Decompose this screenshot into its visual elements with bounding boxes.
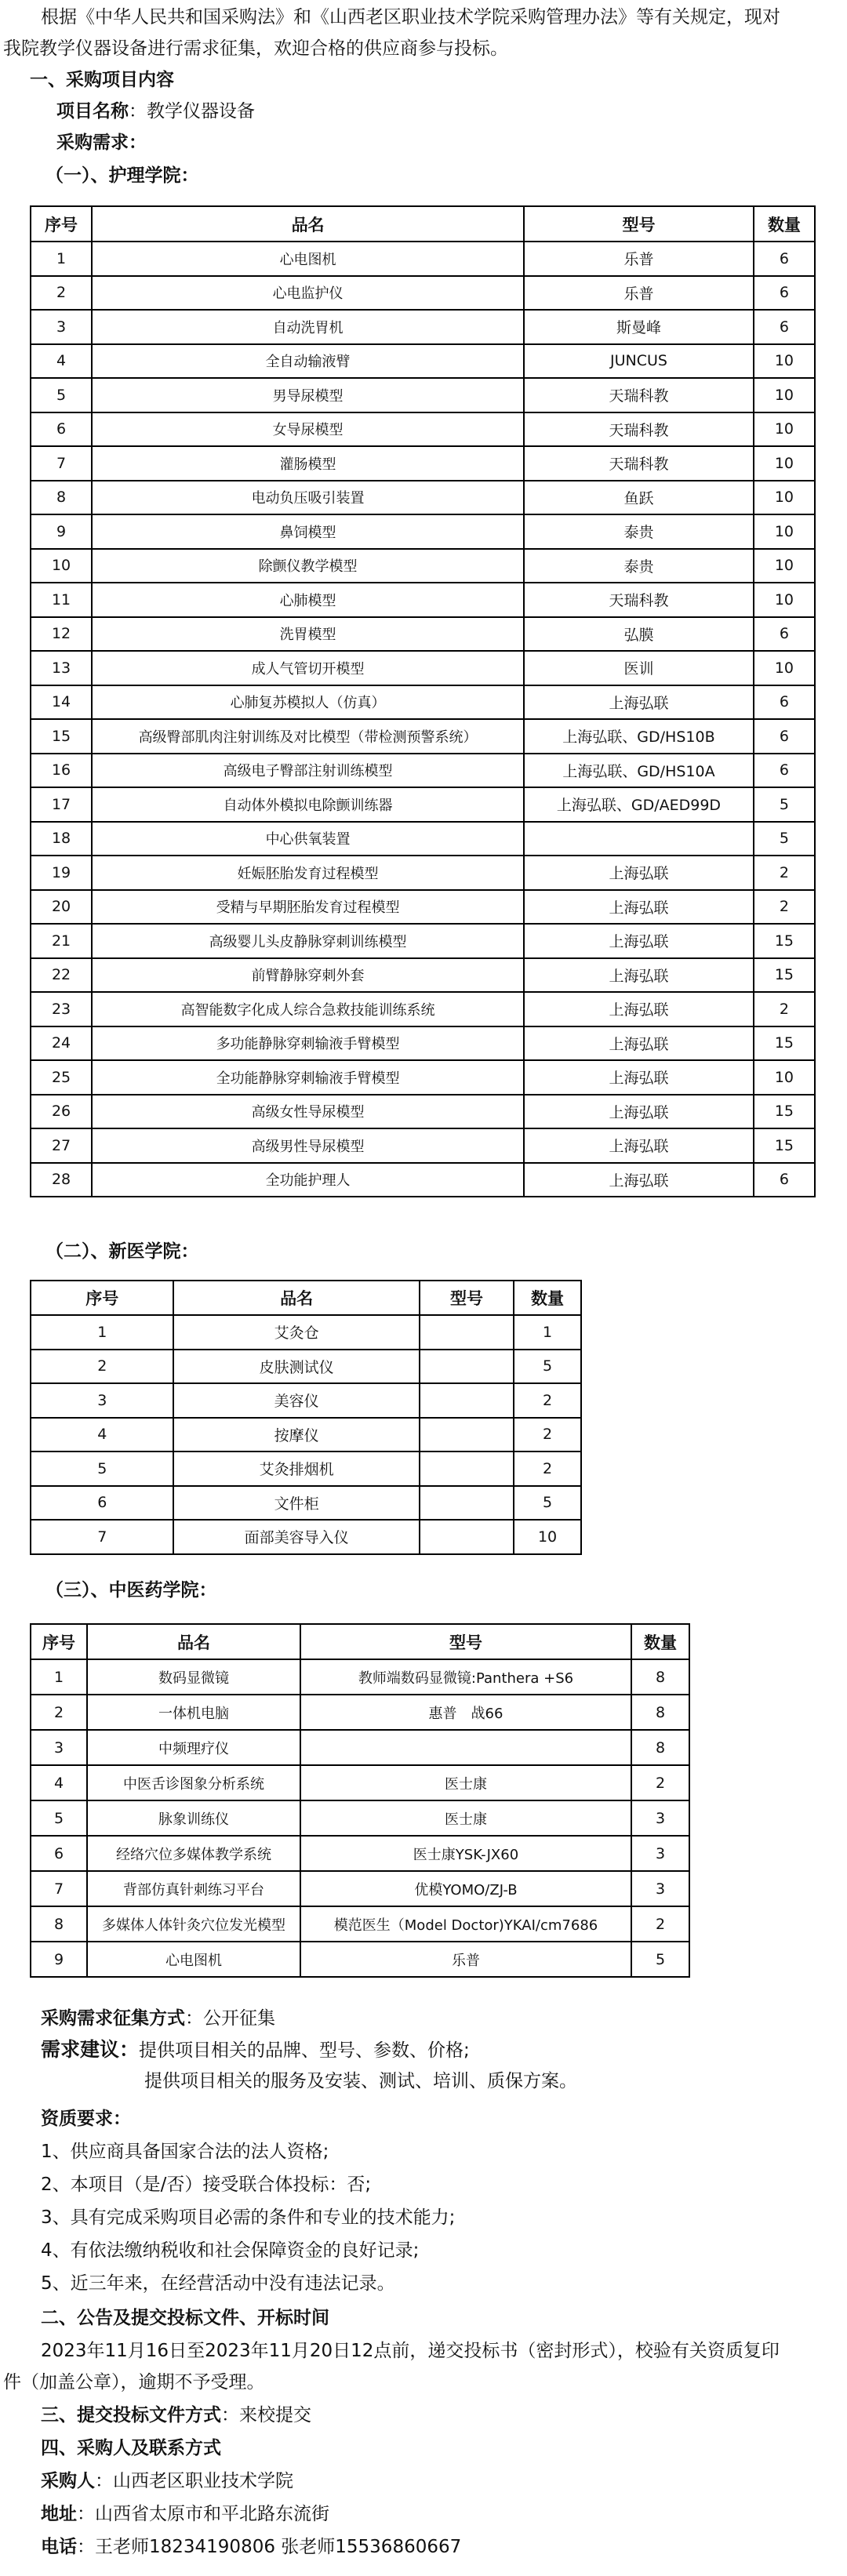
item-quantity: 5: [631, 1942, 689, 1977]
phone-value: ：王老师18234190806 张老师15536860667: [77, 2537, 462, 2557]
item-name: 心电监护仪: [92, 276, 524, 311]
item-name: 中心供氧装置: [92, 822, 524, 856]
qualification-item: 1、供应商具备国家合法的法人资格;: [41, 2142, 329, 2162]
row-index: 26: [31, 1095, 92, 1129]
item-quantity: 15: [754, 1095, 815, 1129]
item-model: 优模YOMO/ZJ-B: [300, 1871, 631, 1906]
item-name: 皮肤测试仪: [173, 1350, 419, 1384]
item-model: 上海弘联、GD/HS10A: [524, 754, 754, 788]
row-index: 16: [31, 754, 92, 788]
table-row: [31, 1451, 581, 1486]
header-name: 品名: [92, 206, 524, 242]
item-quantity: 2: [631, 1765, 689, 1800]
item-quantity: 2: [754, 856, 815, 890]
row-index: 5: [31, 378, 92, 412]
row-index: 20: [31, 890, 92, 925]
buyer: [41, 2467, 293, 2495]
table-row: [31, 378, 815, 412]
row-index: 4: [31, 344, 92, 379]
row-index: 15: [31, 719, 92, 754]
section-3: [41, 2401, 311, 2429]
item-model: JUNCUS: [524, 344, 754, 379]
item-name: 高级婴儿头皮静脉穿刺训练模型: [92, 924, 524, 958]
item-model: [420, 1350, 514, 1384]
row-index: 7: [31, 1871, 87, 1906]
item-model: 教师端数码显微镜:Panthera +S6: [300, 1659, 631, 1695]
buyer-label: 采购人: [41, 2471, 95, 2491]
item-model: [300, 1730, 631, 1765]
row-index: 3: [31, 310, 92, 344]
table-row: [31, 242, 815, 276]
table-row: [31, 344, 815, 379]
tcm-heading: （三）、中医药学院：: [45, 1580, 217, 1600]
table-row: [31, 1730, 689, 1765]
item-quantity: 5: [754, 787, 815, 822]
item-quantity: 8: [631, 1730, 689, 1765]
header-name: 品名: [173, 1281, 419, 1315]
item-quantity: 10: [754, 583, 815, 617]
row-index: 17: [31, 787, 92, 822]
item-name: 洗胃模型: [92, 617, 524, 652]
table-row: [31, 1350, 581, 1384]
item-model: [420, 1418, 514, 1452]
item-name: 自动体外模拟电除颤训练器: [92, 787, 524, 822]
item-model: 天瑞科教: [524, 446, 754, 481]
item-model: 斯曼峰: [524, 310, 754, 344]
item-model: [420, 1383, 514, 1418]
row-index: 2: [31, 1350, 173, 1384]
item-quantity: 10: [754, 412, 815, 447]
item-quantity: 6: [754, 1163, 815, 1197]
table-row: [31, 1163, 815, 1197]
item-model: 上海弘联、GD/HS10B: [524, 719, 754, 754]
item-name: 妊娠胚胎发育过程模型: [92, 856, 524, 890]
row-index: 28: [31, 1163, 92, 1197]
item-model: 医士康YSK-JX60: [300, 1836, 631, 1871]
item-name: 面部美容导入仪: [173, 1520, 419, 1554]
item-name: 心肺模型: [92, 583, 524, 617]
row-index: 6: [31, 1486, 173, 1521]
item-model: [420, 1486, 514, 1521]
table-row: [31, 1060, 815, 1095]
table-row: [31, 719, 815, 754]
row-index: 5: [31, 1800, 87, 1836]
table-row: [31, 1095, 815, 1129]
table-row: [31, 1486, 581, 1521]
item-quantity: 6: [754, 754, 815, 788]
row-index: 23: [31, 992, 92, 1026]
item-name: 美容仪: [173, 1383, 419, 1418]
section-2-line-2: 件（加盖公章），逾期不予受理。: [3, 2372, 265, 2393]
project-name-value: ：教学仪器设备: [129, 101, 255, 122]
suggest-item-1: 提供项目相关的品牌、型号、参数、价格;: [139, 2040, 470, 2061]
table-row: [31, 1383, 581, 1418]
table-row: [31, 685, 815, 720]
item-model: 模范医生（Model Doctor)YKAI/cm7686: [300, 1906, 631, 1942]
table-row: [31, 1942, 689, 1977]
item-model: [420, 1451, 514, 1486]
header-quantity: 数量: [754, 206, 815, 242]
item-name: 文件柜: [173, 1486, 419, 1521]
item-name: 鼻饲模型: [92, 514, 524, 549]
row-index: 7: [31, 1520, 173, 1554]
item-name: 电动负压吸引装置: [92, 481, 524, 515]
item-name: 一体机电脑: [87, 1695, 300, 1730]
row-index: 3: [31, 1730, 87, 1765]
project-name-label: 项目名称: [56, 101, 129, 122]
item-name: 受精与早期胚胎发育过程模型: [92, 890, 524, 925]
row-index: 3: [31, 1383, 173, 1418]
item-quantity: 2: [514, 1418, 581, 1452]
item-name: 全功能静脉穿刺输液手臂模型: [92, 1060, 524, 1095]
header-name: 品名: [87, 1624, 300, 1659]
collection-method: [41, 2004, 275, 2033]
item-quantity: 10: [754, 514, 815, 549]
item-model: 乐普: [300, 1942, 631, 1977]
item-name: 全功能护理人: [92, 1163, 524, 1197]
row-index: 2: [31, 1695, 87, 1730]
item-model: 医训: [524, 651, 754, 685]
item-model: 天瑞科教: [524, 378, 754, 412]
section-3-value: ：来校提交: [221, 2405, 311, 2425]
item-name: 除颤仪教学模型: [92, 549, 524, 583]
item-name: 前臂静脉穿刺外套: [92, 958, 524, 993]
table-row: [31, 310, 815, 344]
table-row: [31, 1520, 581, 1554]
item-model: 惠普 战66: [300, 1695, 631, 1730]
item-quantity: 8: [631, 1659, 689, 1695]
row-index: 6: [31, 1836, 87, 1871]
qualification-item: 5、近三年来，在经营活动中没有违法记录。: [41, 2273, 395, 2294]
item-quantity: 5: [514, 1350, 581, 1384]
item-quantity: 15: [754, 924, 815, 958]
table-row: [31, 1765, 689, 1800]
section-3-heading: 三、提交投标文件方式: [41, 2405, 221, 2425]
item-quantity: 3: [631, 1871, 689, 1906]
table-row: [31, 924, 815, 958]
item-name: 灌肠模型: [92, 446, 524, 481]
item-quantity: 2: [631, 1906, 689, 1942]
table-header-row: [31, 1281, 581, 1315]
row-index: 27: [31, 1128, 92, 1163]
item-quantity: 2: [514, 1383, 581, 1418]
item-model: 上海弘联: [524, 856, 754, 890]
table-header-row: [31, 206, 815, 242]
row-index: 10: [31, 549, 92, 583]
item-model: 上海弘联: [524, 958, 754, 993]
row-index: 9: [31, 514, 92, 549]
item-name: 经络穴位多媒体教学系统: [87, 1836, 300, 1871]
qualifications-heading: 资质要求：: [41, 2109, 131, 2129]
nursing-heading: （一）、护理学院：: [45, 165, 199, 186]
item-quantity: 2: [514, 1451, 581, 1486]
item-name: 按摩仪: [173, 1418, 419, 1452]
header-index: 序号: [31, 206, 92, 242]
item-model: 上海弘联: [524, 1060, 754, 1095]
item-model: 上海弘联: [524, 992, 754, 1026]
item-model: 上海弘联: [524, 1128, 754, 1163]
table-row: [31, 822, 815, 856]
row-index: 9: [31, 1942, 87, 1977]
table-row: [31, 651, 815, 685]
header-quantity: 数量: [514, 1281, 581, 1315]
table-row: [31, 514, 815, 549]
item-model: 医士康: [300, 1800, 631, 1836]
item-name: 背部仿真针刺练习平台: [87, 1871, 300, 1906]
item-name: 高级女性导尿模型: [92, 1095, 524, 1129]
item-model: 天瑞科教: [524, 583, 754, 617]
item-model: 上海弘联: [524, 685, 754, 720]
item-quantity: 10: [754, 344, 815, 379]
table-row: [31, 754, 815, 788]
tcm-table: [30, 1623, 690, 1978]
item-quantity: 1: [514, 1315, 581, 1350]
table-row: [31, 1695, 689, 1730]
header-model: 型号: [300, 1624, 631, 1659]
demand-label: 采购需求：: [56, 133, 147, 153]
section-2-line-1: 2023年11月16日至2023年11月20日12点前，递交投标书（密封形式），校验有关资质复印: [41, 2341, 780, 2361]
item-name: 艾灸排烟机: [173, 1451, 419, 1486]
item-name: 高级男性导尿模型: [92, 1128, 524, 1163]
suggest-label: 需求建议：: [41, 2038, 140, 2061]
row-index: 14: [31, 685, 92, 720]
item-name: 数码显微镜: [87, 1659, 300, 1695]
phone-label: 电话: [41, 2537, 77, 2557]
item-quantity: 15: [754, 1026, 815, 1061]
item-name: 艾灸仓: [173, 1315, 419, 1350]
qualification-item: 3、具有完成采购项目必需的条件和专业的技术能力;: [41, 2207, 456, 2228]
item-name: 男导尿模型: [92, 378, 524, 412]
item-quantity: 10: [754, 549, 815, 583]
nursing-table: [30, 205, 816, 1197]
table-row: [31, 1836, 689, 1871]
item-quantity: 6: [754, 242, 815, 276]
item-name: 自动洗胃机: [92, 310, 524, 344]
item-quantity: 8: [631, 1695, 689, 1730]
item-quantity: 6: [754, 719, 815, 754]
item-name: 高级臀部肌肉注射训练及对比模型（带检测预警系统）: [92, 719, 524, 754]
table-row: [31, 890, 815, 925]
header-index: 序号: [31, 1624, 87, 1659]
collection-method-value: ：公开征集: [185, 2008, 275, 2029]
row-index: 12: [31, 617, 92, 652]
item-quantity: 6: [754, 276, 815, 311]
item-model: 上海弘联: [524, 890, 754, 925]
table-row: [31, 276, 815, 311]
table-row: [31, 992, 815, 1026]
item-name: 女导尿模型: [92, 412, 524, 447]
address-label: 地址: [41, 2504, 77, 2524]
item-model: 上海弘联、GD/AED99D: [524, 787, 754, 822]
table-row: [31, 1315, 581, 1350]
item-model: 上海弘联: [524, 1095, 754, 1129]
item-quantity: 3: [631, 1800, 689, 1836]
row-index: 11: [31, 583, 92, 617]
item-quantity: 5: [514, 1486, 581, 1521]
item-model: 上海弘联: [524, 1163, 754, 1197]
item-model: 鱼跃: [524, 481, 754, 515]
item-model: 泰贵: [524, 549, 754, 583]
header-model: 型号: [524, 206, 754, 242]
item-name: 多功能静脉穿刺输液手臂模型: [92, 1026, 524, 1061]
header-index: 序号: [31, 1281, 173, 1315]
address-value: ：山西省太原市和平北路东流街: [77, 2504, 329, 2524]
item-name: 多媒体人体针灸穴位发光模型: [87, 1906, 300, 1942]
item-name: 心电图机: [87, 1942, 300, 1977]
header-quantity: 数量: [631, 1624, 689, 1659]
intro-line-1: 根据《中华人民共和国采购法》和《山西老区职业技术学院采购管理办法》等有关规定，现对: [41, 7, 780, 27]
row-index: 21: [31, 924, 92, 958]
item-name: 心肺复苏模拟人（仿真）: [92, 685, 524, 720]
item-model: [420, 1315, 514, 1350]
item-model: [524, 822, 754, 856]
row-index: 19: [31, 856, 92, 890]
row-index: 22: [31, 958, 92, 993]
suggest-item-2: 提供项目相关的服务及安装、测试、培训、质保方案。: [144, 2071, 577, 2091]
item-name: 心电图机: [92, 242, 524, 276]
section-4-heading: 四、采购人及联系方式: [41, 2438, 221, 2458]
item-model: 天瑞科教: [524, 412, 754, 447]
qualification-item: 4、有依法缴纳税收和社会保障资金的良好记录;: [41, 2240, 420, 2261]
item-model: 医士康: [300, 1765, 631, 1800]
item-model: 乐普: [524, 242, 754, 276]
item-quantity: 10: [754, 446, 815, 481]
row-index: 2: [31, 276, 92, 311]
item-quantity: 10: [754, 1060, 815, 1095]
item-model: 弘膜: [524, 617, 754, 652]
table-row: [31, 958, 815, 993]
table-row: [31, 481, 815, 515]
table-row: [31, 1800, 689, 1836]
row-index: 25: [31, 1060, 92, 1095]
address: [41, 2500, 329, 2528]
row-index: 5: [31, 1451, 173, 1486]
item-quantity: 15: [754, 1128, 815, 1163]
project-name: [56, 97, 255, 125]
table-row: [31, 1871, 689, 1906]
item-quantity: 10: [514, 1520, 581, 1554]
item-quantity: 10: [754, 651, 815, 685]
row-index: 8: [31, 1906, 87, 1942]
item-name: 成人气管切开模型: [92, 651, 524, 685]
item-quantity: 6: [754, 310, 815, 344]
item-name: 高级电子臀部注射训练模型: [92, 754, 524, 788]
table-row: [31, 549, 815, 583]
header-model: 型号: [420, 1281, 514, 1315]
item-model: 泰贵: [524, 514, 754, 549]
item-name: 高智能数字化成人综合急救技能训练系统: [92, 992, 524, 1026]
medical-heading: （二）、新医学院：: [45, 1241, 199, 1262]
table-row: [31, 856, 815, 890]
item-quantity: 15: [754, 958, 815, 993]
row-index: 4: [31, 1418, 173, 1452]
item-quantity: 6: [754, 685, 815, 720]
item-quantity: 5: [754, 822, 815, 856]
row-index: 6: [31, 412, 92, 447]
item-name: 全自动输液臂: [92, 344, 524, 379]
item-quantity: 2: [754, 992, 815, 1026]
item-quantity: 3: [631, 1836, 689, 1871]
collection-method-label: 采购需求征集方式: [41, 2008, 185, 2029]
row-index: 1: [31, 242, 92, 276]
item-name: 脉象训练仪: [87, 1800, 300, 1836]
item-model: 乐普: [524, 276, 754, 311]
row-index: 4: [31, 1765, 87, 1800]
suggest-line-1: [41, 2036, 470, 2065]
row-index: 18: [31, 822, 92, 856]
medical-table: [30, 1280, 582, 1555]
item-name: 中医舌诊图象分析系统: [87, 1765, 300, 1800]
item-quantity: 10: [754, 378, 815, 412]
table-row: [31, 1418, 581, 1452]
table-row: [31, 412, 815, 447]
table-row: [31, 1659, 689, 1695]
table-row: [31, 1026, 815, 1061]
table-row: [31, 446, 815, 481]
intro-line-2: 我院教学仪器设备进行需求征集，欢迎合格的供应商参与投标。: [3, 38, 508, 59]
table-header-row: [31, 1624, 689, 1659]
item-model: 上海弘联: [524, 1026, 754, 1061]
item-quantity: 10: [754, 481, 815, 515]
item-model: 上海弘联: [524, 924, 754, 958]
item-model: [420, 1520, 514, 1554]
item-quantity: 2: [754, 890, 815, 925]
item-quantity: 6: [754, 617, 815, 652]
table-row: [31, 583, 815, 617]
row-index: 8: [31, 481, 92, 515]
phone: [41, 2533, 461, 2561]
table-row: [31, 617, 815, 652]
row-index: 1: [31, 1315, 173, 1350]
row-index: 13: [31, 651, 92, 685]
item-name: 中频理疗仪: [87, 1730, 300, 1765]
buyer-value: ：山西老区职业技术学院: [95, 2471, 293, 2491]
qualification-item: 2、本项目（是/否）接受联合体投标：否;: [41, 2175, 372, 2195]
row-index: 7: [31, 446, 92, 481]
table-row: [31, 1906, 689, 1942]
section-2-heading: 二、公告及提交投标文件、开标时间: [41, 2308, 329, 2328]
table-row: [31, 1128, 815, 1163]
row-index: 24: [31, 1026, 92, 1061]
section-1-heading: 一、采购项目内容: [30, 70, 174, 90]
row-index: 1: [31, 1659, 87, 1695]
table-row: [31, 787, 815, 822]
